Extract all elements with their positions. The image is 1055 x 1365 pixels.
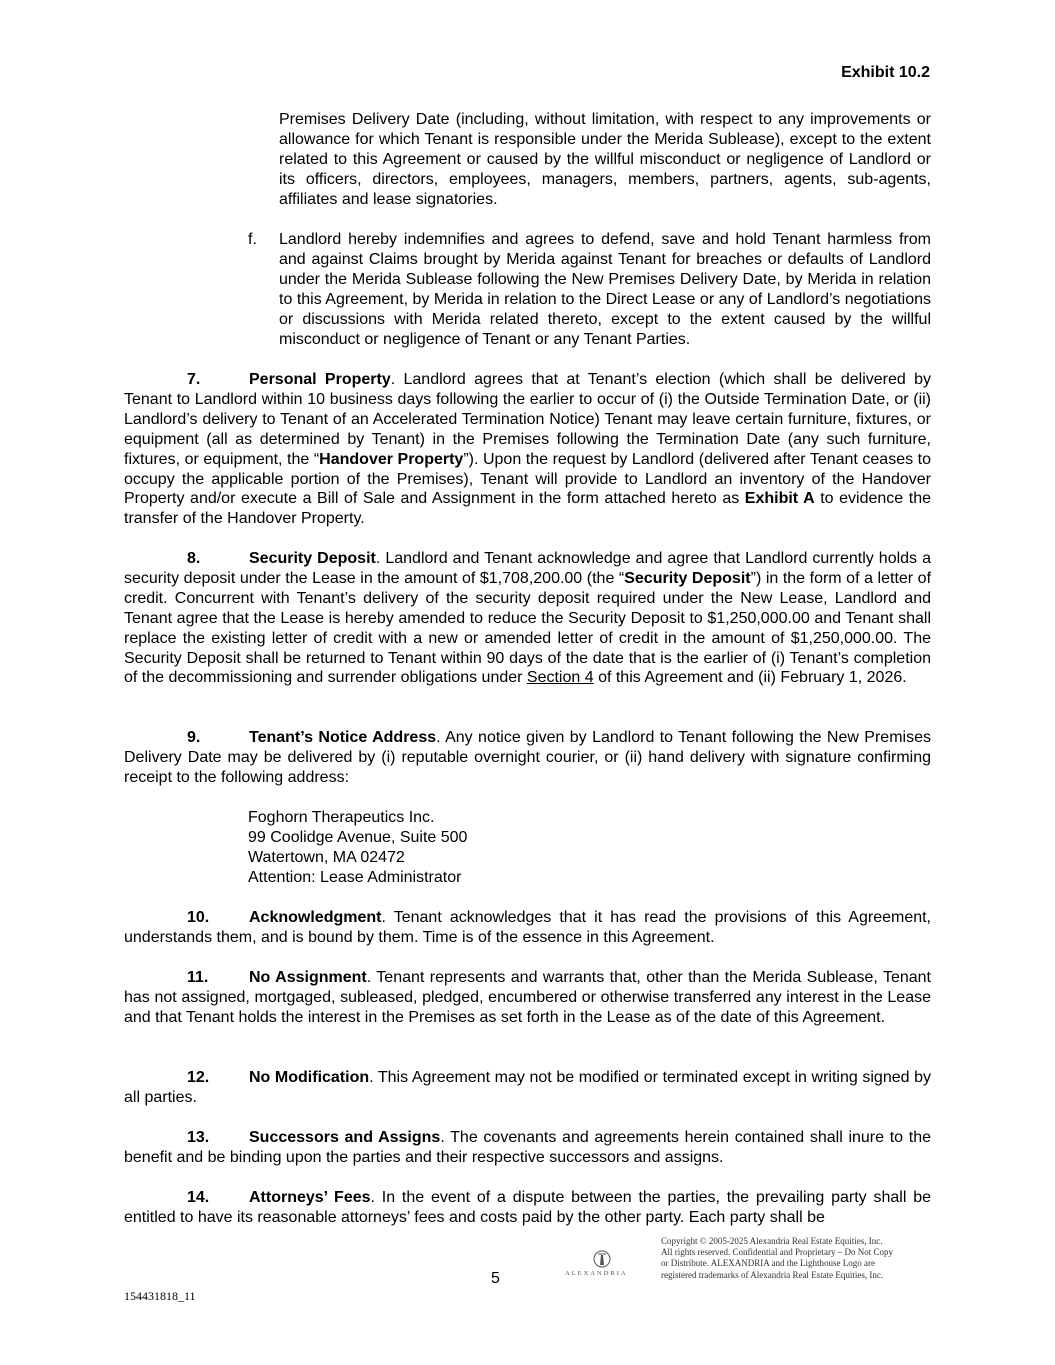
address-line: Foghorn Therapeutics Inc. [248, 809, 435, 826]
section-title: Attorneys’ Fees [249, 1189, 371, 1206]
copyright-notice [661, 1236, 941, 1281]
section-number: 8. [187, 550, 201, 567]
section-title: Security Deposit [249, 550, 376, 567]
section-text: . Landlord agrees that at Tenant’s election (which shall be delivered by Tenant to Landlord within 10 business days following the earlier to occur of (i) the Outside Termination Date, or (ii) Landlord’s delivery to Tenant of an Accelerated Termination Notice) Tenant may leave certain furniture, fixtures, or equipment (all as determined by Tenant) in the Premises following the Termination Date (any such furniture, fixtures, or equipment, the “ [124, 371, 932, 468]
section-text: to evidence the transfer of the Handover Property. [124, 490, 931, 528]
item-f-label: f. [248, 231, 257, 248]
section-text: . Any notice given by Landlord to Tenant following the New Premises Delivery Date may be delivered by (i) reputable overnight courier, or (ii) hand delivery with signature confirming receipt to the following address: [124, 729, 931, 786]
address-line: Attention: Lease Administrator [248, 868, 462, 886]
copyright-line: registered trademarks of Alexandria Real Estate Equities, Inc. [661, 1269, 884, 1280]
address-line: 99 Coolidge Avenue, Suite 500 [248, 828, 468, 846]
section-13 [124, 1128, 931, 1168]
section-text: . This Agreement may not be modified or terminated except in writing signed by all parties. [124, 1069, 932, 1106]
alexandria-logo [562, 1250, 642, 1280]
section-text: . In the event of a dispute between the parties, the prevailing party shall be entitled to have its reasonable attorneys’ fees and costs paid by the other party. Each party shall be [124, 1189, 931, 1226]
section-9 [124, 728, 931, 788]
copyright-line: or Distribute. ALEXANDRIA and the Lighthouse Logo are [661, 1258, 875, 1269]
section-text: of this Agreement and (ii) February 1, 2026. [593, 669, 907, 687]
section-7 [124, 370, 931, 529]
section-number: 11. [187, 969, 209, 986]
section-10 [124, 908, 931, 948]
section-number: 14. [187, 1189, 210, 1206]
section-text: ”) in the form of a letter of credit. Concurrent with Tenant’s delivery of the security deposit required under the New Lease, Landlord and Tenant agree that the Lease is hereby amended to reduce the Security Deposit to $1,250,000.00 and Tenant shall replace the existing letter of credit with a new or amended letter of credit in the amount of $1,250,000.00. The Security Deposit shall be returned to Tenant within 90 days of the date that is the earlier of (i) Tenant’s completion of the decommissioning and surrender obligations under [124, 569, 932, 687]
section-number: 9. [187, 729, 201, 746]
section-number: 7. [187, 371, 201, 388]
section-title: Successors and Assigns [249, 1129, 441, 1146]
section-text: . Tenant acknowledges that it has read the provisions of this Agreement, understands them, and is bound by them. Time is of the essence in this Agreement. [124, 909, 931, 946]
section-number: 13. [187, 1129, 210, 1146]
address-line: Watertown, MA 02472 [248, 848, 405, 866]
section-title: Acknowledgment [249, 909, 382, 926]
page-number: 5 [491, 1270, 500, 1287]
section-title: Personal Property [249, 371, 391, 388]
section-text: ”). Upon the request by Landlord (delivered after Tenant ceases to occupy the applicable portion of the Premises), Tenant will provide to Landlord an inventory of the Handover Property and/or execute a Bill of Sale and Assignment in the form attached hereto as [124, 450, 931, 508]
copyright-line: Copyright © 2005-2025 Alexandria Real Estate Equities, Inc. [661, 1236, 883, 1246]
logo-text: ALEXANDRIA [565, 1270, 628, 1277]
lighthouse-icon [562, 1250, 642, 1270]
defined-term: Handover Property [319, 450, 464, 468]
section-title: No Assignment [249, 969, 367, 986]
document-id: 154431818_11 [124, 1289, 196, 1303]
section-number: 12. [187, 1069, 210, 1086]
notice-address [248, 808, 467, 888]
section-14 [124, 1188, 931, 1228]
defined-term: Security Deposit [624, 569, 751, 587]
item-f [248, 230, 931, 349]
section-reference: Section 4 [526, 669, 594, 687]
exhibit-reference: Exhibit A [744, 490, 815, 508]
section-8 [124, 549, 931, 688]
section-title: No Modification [249, 1069, 370, 1086]
section-12 [124, 1068, 931, 1108]
item-f-text: Landlord hereby indemnifies and agrees to defend, save and hold Tenant harmless from and against Claims brought by Merida against Tenant for breaches or defaults of Landlord under the Merida Sublease following the New Premises Delivery Date, by Merida in relation to this Agreement, by Merida in relation to the Direct Lease or any of Landlord’s negotiations or discussions with Merida related thereto, except to the extent caused by the willful misconduct or negligence of Tenant or any Tenant Parties. [279, 231, 931, 348]
section-title: Tenant’s Notice Address [249, 729, 437, 746]
section-text: . Tenant represents and warrants that, other than the Merida Sublease, Tenant has not assigned, mortgaged, subleased, pledged, encumbered or otherwise transferred any interest in the Lease and that Tenant holds the interest in the Premises as set forth in the Lease as of the date of this Agreement. [124, 969, 932, 1026]
section-number: 10. [187, 909, 210, 926]
item-e-continuation: Premises Delivery Date (including, without limitation, with respect to any improvements or allowance for which Tenant is responsible under the Merida Sublease), except to the extent related to this Agreement or caused by the willful misconduct or negligence of Landlord or its officers, directors, employees, managers, members, partners, agents, sub-agents, affiliates and lease signatories. [279, 111, 931, 208]
copyright-line: All rights reserved. Confidential and Proprietary – Do Not Copy [661, 1247, 893, 1258]
section-11 [124, 968, 931, 1028]
section-text: . Landlord and Tenant acknowledge and agree that Landlord currently holds a security deposit under the Lease in the amount of $1,708,200.00 (the “ [124, 550, 931, 587]
exhibit-label: Exhibit 10.2 [841, 64, 930, 81]
section-text: . The covenants and agreements herein contained shall inure to the benefit and be binding upon the parties and their respective successors and assigns. [124, 1129, 931, 1166]
